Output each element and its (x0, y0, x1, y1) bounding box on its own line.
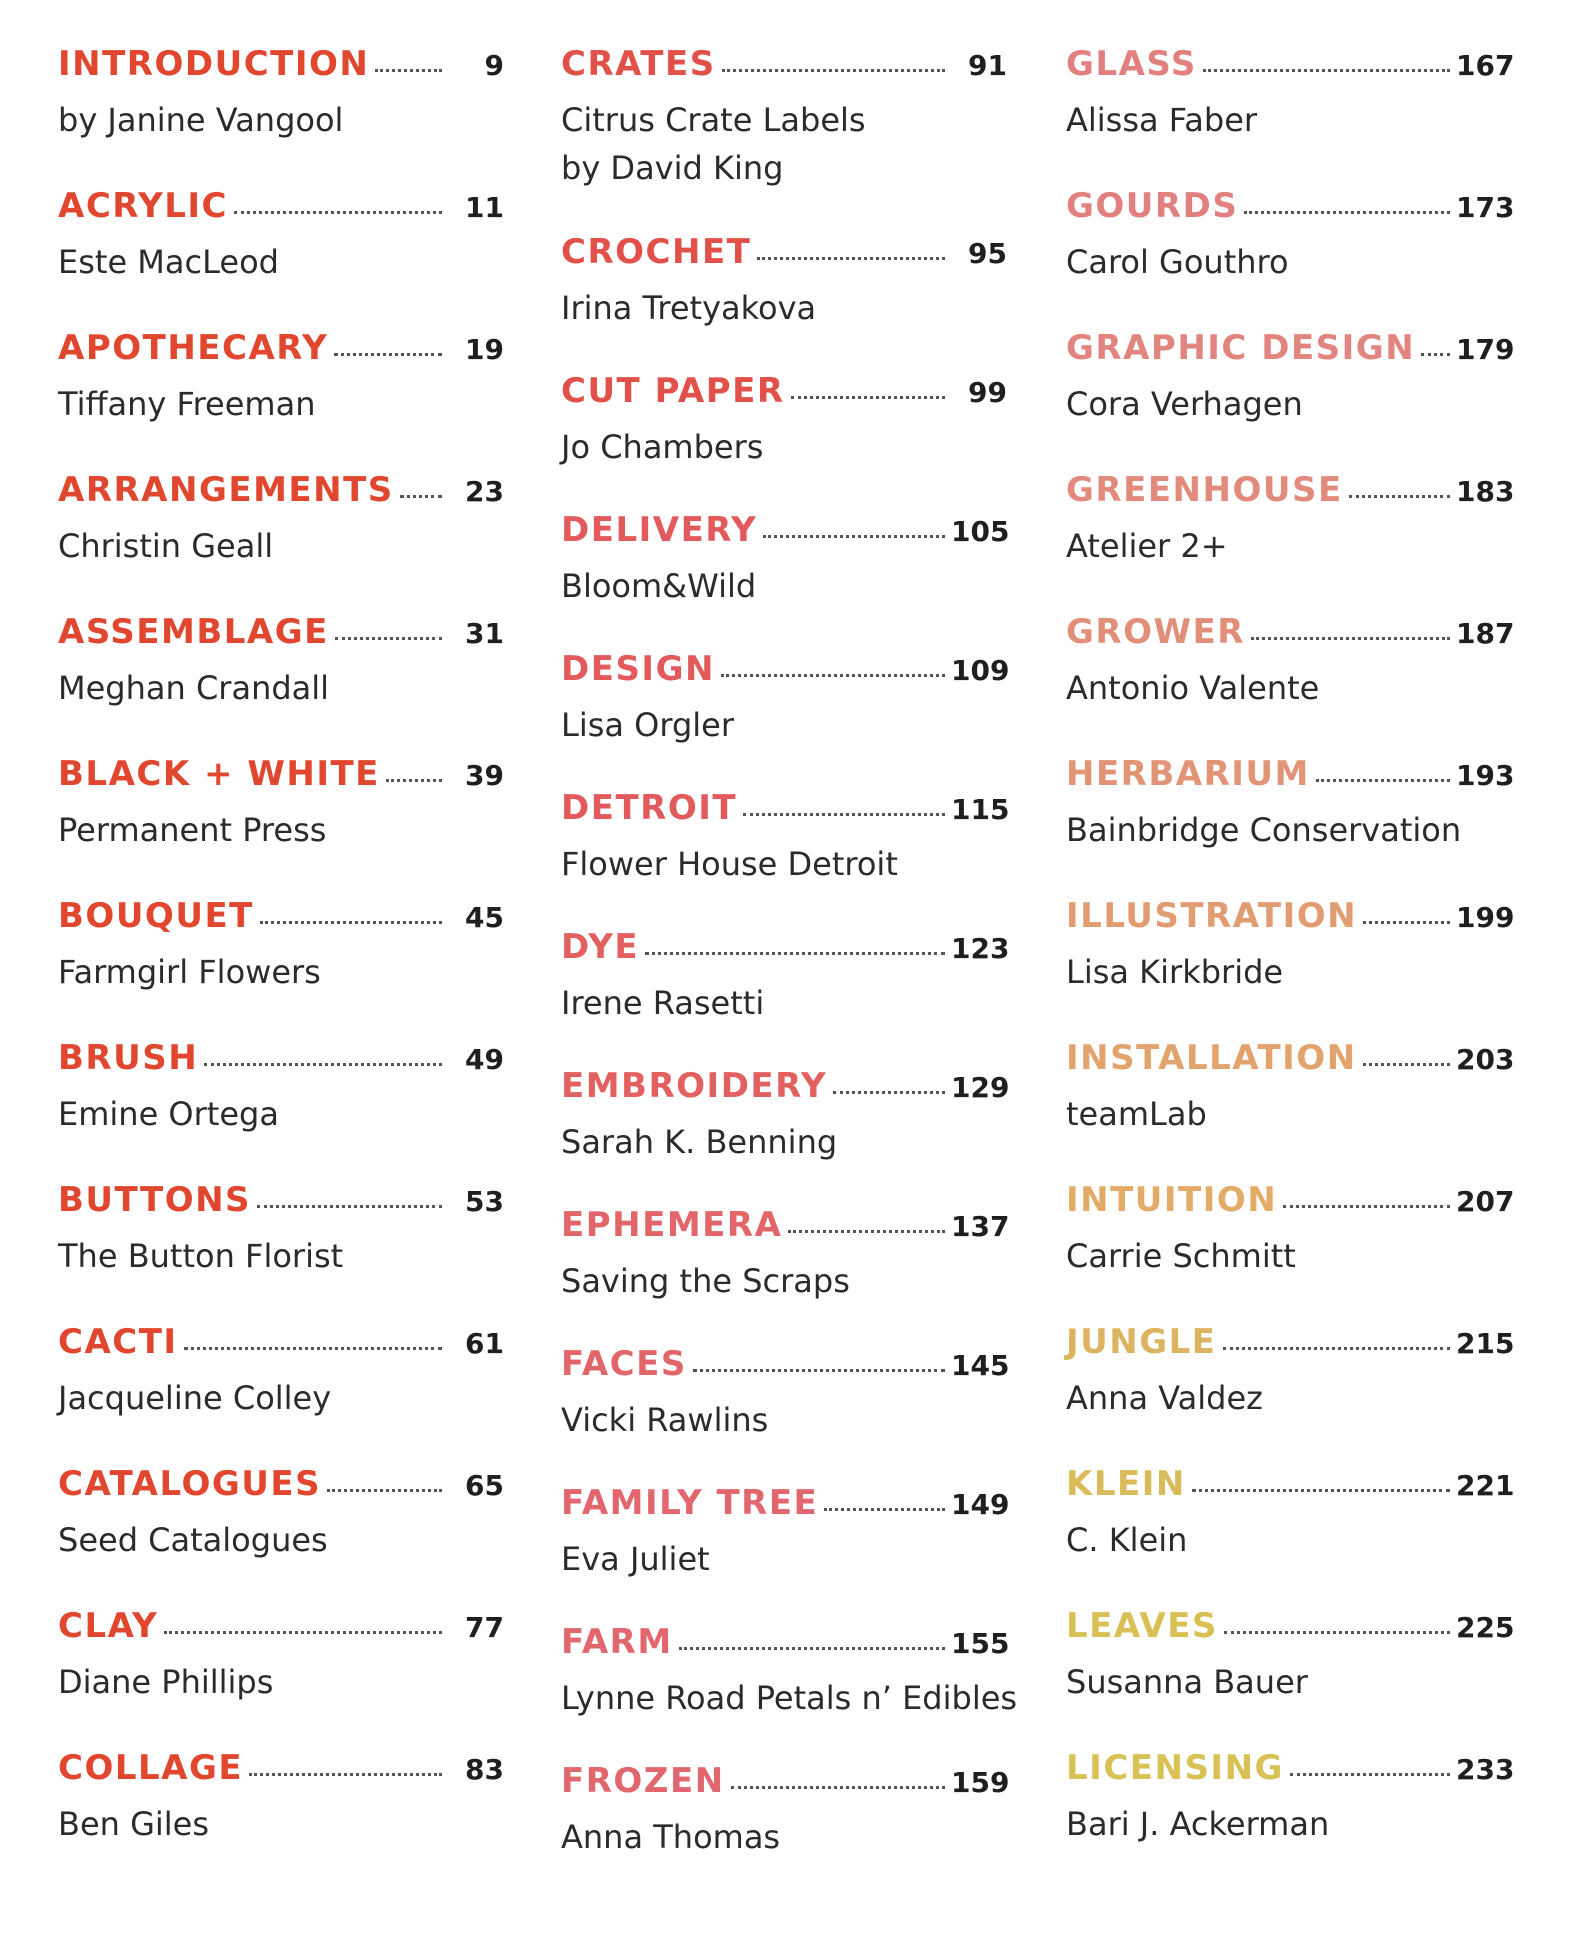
toc-entry-heading-row (1066, 328, 1515, 380)
toc-entry-page-number: 39 (465, 759, 504, 792)
toc-entry-page-number: 31 (465, 617, 504, 650)
toc-entry[interactable] (1066, 1322, 1515, 1464)
toc-entry-page-number: 193 (1456, 759, 1515, 792)
toc-column-3 (1066, 44, 1515, 1890)
dot-leader (731, 1786, 945, 1789)
dot-leader (400, 495, 442, 498)
toc-entry-subtitle: Permanent Press (58, 811, 327, 849)
toc-entry-subtitle: Citrus Crate Labels (561, 101, 866, 139)
toc-entry-title: JUNGLE (1066, 1322, 1217, 1362)
toc-entry-heading-row (58, 1606, 504, 1658)
toc-entry-subtitle: Este MacLeod (58, 243, 279, 281)
toc-entry[interactable] (58, 1748, 504, 1890)
toc-entry-title: LICENSING (1066, 1748, 1284, 1788)
toc-entry-title: EPHEMERA (561, 1205, 783, 1245)
dot-leader (1290, 1773, 1450, 1776)
toc-entry-subtitle: Anna Thomas (561, 1818, 781, 1856)
toc-entry-subtitle: Bloom&Wild (561, 567, 757, 605)
toc-entry-page-number: 123 (951, 932, 1010, 965)
dot-leader (757, 257, 945, 260)
toc-entry-page-number: 61 (465, 1327, 504, 1360)
toc-entry-page-number: 187 (1456, 617, 1515, 650)
toc-entry-page-number: 173 (1456, 191, 1515, 224)
toc-entry-heading-row (1066, 1322, 1515, 1374)
toc-entry-subtitle: Diane Phillips (58, 1663, 274, 1701)
toc-entry-heading-row (561, 788, 1010, 840)
toc-entry-subtitle: Meghan Crandall (58, 669, 330, 707)
toc-entry[interactable] (58, 896, 504, 1038)
toc-entry[interactable] (1066, 754, 1515, 896)
dot-leader (334, 353, 442, 356)
toc-entry-title: HERBARIUM (1066, 754, 1310, 794)
dot-leader (824, 1508, 945, 1511)
dot-leader (1192, 1489, 1450, 1492)
toc-entry-subtitle: Irina Tretyakova (561, 289, 817, 327)
toc-entry-page-number: 159 (951, 1766, 1010, 1799)
toc-entry-title: APOTHECARY (58, 328, 329, 368)
toc-entry-subtitle: Lisa Orgler (561, 706, 734, 744)
toc-entry[interactable] (561, 1066, 1010, 1205)
toc-entry-heading-row (1066, 754, 1515, 806)
toc-entry[interactable] (58, 328, 504, 470)
toc-entry-heading-row (1066, 1606, 1515, 1658)
toc-entry-heading-row (58, 1322, 504, 1374)
toc-entry-page-number: 95 (968, 237, 1007, 270)
toc-entry-page-number: 9 (484, 49, 504, 82)
toc-entry-heading-row (1066, 186, 1515, 238)
toc-entry-page-number: 183 (1456, 475, 1515, 508)
toc-entry-subtitle: Farmgirl Flowers (58, 953, 321, 991)
toc-entry-page-number: 221 (1456, 1469, 1515, 1502)
toc-entry-heading-row (561, 1483, 1010, 1535)
toc-entry-page-number: 149 (951, 1488, 1010, 1521)
toc-entry[interactable] (561, 232, 1007, 371)
toc-entry-subtitle: Jacqueline Colley (58, 1379, 332, 1417)
toc-entry-heading-row (561, 1066, 1010, 1118)
toc-entry-subtitle: Cora Verhagen (1066, 385, 1303, 423)
toc-entry-title: CRATES (561, 44, 716, 84)
toc-entry[interactable] (58, 1180, 504, 1322)
toc-entry-title: CLAY (58, 1606, 159, 1646)
toc-entry-heading-row (561, 1622, 1010, 1674)
toc-entry-title: INTRODUCTION (58, 44, 370, 84)
toc-entry-subtitle: Flower House Detroit (561, 845, 898, 883)
toc-entry-heading-row (58, 1038, 504, 1090)
toc-entry-title: INSTALLATION (1066, 1038, 1357, 1078)
toc-entry-subtitle: Lisa Kirkbride (1066, 953, 1284, 991)
toc-entry-page-number: 203 (1456, 1043, 1515, 1076)
dot-leader (204, 1063, 442, 1066)
toc-entry-subtitle: Vicki Rawlins (561, 1401, 769, 1439)
toc-entry-page-number: 19 (465, 333, 504, 366)
toc-entry-subtitle: Bainbridge Conservation (1066, 811, 1462, 849)
toc-entry-heading-row (561, 232, 1007, 284)
toc-entry[interactable] (1066, 612, 1515, 754)
toc-entry-title: CUT PAPER (561, 371, 785, 411)
toc-entry-title: DYE (561, 927, 640, 967)
toc-entry-title: CATALOGUES (58, 1464, 322, 1504)
toc-entry[interactable] (58, 1322, 504, 1464)
toc-entry-heading-row (561, 371, 1007, 423)
toc-column-2 (561, 44, 1018, 1900)
toc-entry[interactable] (561, 1205, 1010, 1344)
toc-entry[interactable] (1066, 1180, 1515, 1322)
toc-entry-title: ACRYLIC (58, 186, 228, 226)
toc-entry-title: GROWER (1066, 612, 1245, 652)
toc-entry-heading-row (1066, 896, 1515, 948)
toc-entry-subtitle: teamLab (1066, 1095, 1207, 1133)
toc-entry-subtitle: Carrie Schmitt (1066, 1237, 1296, 1275)
dot-leader (260, 921, 442, 924)
toc-entry-subtitle: Jo Chambers (561, 428, 764, 466)
toc-entry-subtitle: The Button Florist (58, 1237, 344, 1275)
toc-entry-title: BRUSH (58, 1038, 199, 1078)
dot-leader (1283, 1205, 1450, 1208)
toc-entry-subtitle: Christin Geall (58, 527, 274, 565)
toc-entry-subtitle: Lynne Road Petals n’ Edibles (561, 1679, 1018, 1717)
toc-entry-title: DELIVERY (561, 510, 758, 550)
toc-entry[interactable] (58, 1606, 504, 1748)
toc-column-1 (58, 44, 504, 1890)
toc-entry-title: LEAVES (1066, 1606, 1218, 1646)
toc-entry-page-number: 53 (465, 1185, 504, 1218)
toc-entry-title: KLEIN (1066, 1464, 1186, 1504)
toc-entry-subtitle: by David King (561, 149, 784, 187)
toc-entry-title: FROZEN (561, 1761, 725, 1801)
toc-entry-heading-row (1066, 470, 1515, 522)
toc-entry[interactable] (561, 649, 1010, 788)
toc-entry-title: GRAPHIC DESIGN (1066, 328, 1416, 368)
toc-entry-subtitle: Alissa Faber (1066, 101, 1258, 139)
toc-entry-heading-row (561, 1344, 1010, 1396)
dot-leader (327, 1489, 442, 1492)
toc-entry[interactable] (561, 1344, 1010, 1483)
toc-entry-heading-row (561, 1761, 1010, 1813)
dot-leader (788, 1230, 945, 1233)
toc-entry[interactable] (1066, 896, 1515, 1038)
toc-entry-heading-row (58, 1464, 504, 1516)
toc-entry-title: ILLUSTRATION (1066, 896, 1358, 936)
dot-leader (184, 1347, 442, 1350)
toc-entry-title: INTUITION (1066, 1180, 1278, 1220)
toc-entry-title: GLASS (1066, 44, 1197, 84)
toc-entry-subtitle: Carol Gouthro (1066, 243, 1289, 281)
toc-entry-page-number: 45 (465, 901, 504, 934)
toc-entry-heading-row (58, 754, 504, 806)
toc-entry-heading-row (1066, 1038, 1515, 1090)
toc-entry-page-number: 233 (1456, 1753, 1515, 1786)
toc-entry-title: BLACK + WHITE (58, 754, 380, 794)
dot-leader (645, 952, 945, 955)
toc-entry-subtitle: Tiffany Freeman (58, 385, 316, 423)
toc-entry-page-number: 65 (465, 1469, 504, 1502)
toc-entry-page-number: 105 (951, 515, 1010, 548)
toc-entry-page-number: 137 (951, 1210, 1010, 1243)
toc-entry-title: CROCHET (561, 232, 752, 272)
dot-leader (1244, 211, 1450, 214)
toc-entry-heading-row (1066, 1748, 1515, 1800)
toc-entry[interactable] (561, 1622, 1018, 1761)
toc-entry-heading-row (1066, 1464, 1515, 1516)
toc-entry-page-number: 215 (1456, 1327, 1515, 1360)
dot-leader (386, 779, 442, 782)
dot-leader (234, 211, 442, 214)
dot-leader (375, 69, 442, 72)
toc-entry[interactable] (1066, 328, 1515, 470)
toc-entry-heading-row (58, 186, 504, 238)
dot-leader (1363, 1063, 1450, 1066)
toc-entry-subtitle: Antonio Valente (1066, 669, 1320, 707)
dot-leader (791, 396, 945, 399)
toc-entry[interactable] (58, 44, 504, 186)
toc-entry-page-number: 129 (951, 1071, 1010, 1104)
dot-leader (1223, 1347, 1450, 1350)
dot-leader (833, 1091, 945, 1094)
toc-entry-page-number: 49 (465, 1043, 504, 1076)
toc-entry-title: FACES (561, 1344, 687, 1384)
toc-entry-heading-row (58, 470, 504, 522)
dot-leader (1421, 353, 1450, 356)
toc-entry-title: FAMILY TREE (561, 1483, 819, 1523)
toc-entry-subtitle: Atelier 2+ (1066, 527, 1228, 565)
toc-entry[interactable] (1066, 1464, 1515, 1606)
toc-entry[interactable] (561, 1761, 1010, 1900)
toc-entry-page-number: 109 (951, 654, 1010, 687)
toc-entry-title: CACTI (58, 1322, 178, 1362)
toc-entry-page-number: 11 (465, 191, 504, 224)
toc-entry[interactable] (561, 788, 1010, 927)
dot-leader (1349, 495, 1450, 498)
toc-entry[interactable] (58, 470, 504, 612)
dot-leader (721, 674, 945, 677)
toc-entry-subtitle: Ben Giles (58, 1805, 210, 1843)
toc-entry[interactable] (58, 1038, 504, 1180)
toc-entry-heading-row (561, 510, 1010, 562)
toc-entry-page-number: 91 (968, 49, 1007, 82)
dot-leader (1251, 637, 1450, 640)
toc-entry-page-number: 83 (465, 1753, 504, 1786)
toc-entry-subtitle: Sarah K. Benning (561, 1123, 838, 1161)
toc-entry-page-number: 225 (1456, 1611, 1515, 1644)
toc-entry-title: DESIGN (561, 649, 715, 689)
toc-entry-title: ASSEMBLAGE (58, 612, 329, 652)
toc-entry-title: EMBROIDERY (561, 1066, 828, 1106)
toc-entry-heading-row (561, 649, 1010, 701)
toc-entry[interactable] (561, 371, 1007, 510)
toc-entry-title: BOUQUET (58, 896, 254, 936)
toc-entry-heading-row (1066, 612, 1515, 664)
dot-leader (763, 535, 945, 538)
toc-entry[interactable] (1066, 186, 1515, 328)
toc-entry[interactable] (1066, 1606, 1515, 1748)
toc-entry-subtitle: Irene Rasetti (561, 984, 765, 1022)
toc-entry-heading-row (58, 44, 504, 96)
toc-entry-title: BUTTONS (58, 1180, 252, 1220)
toc-entry[interactable] (561, 1483, 1010, 1622)
toc-entry[interactable] (58, 612, 504, 754)
toc-entry[interactable] (561, 510, 1010, 649)
dot-leader (1363, 921, 1450, 924)
toc-entry[interactable] (58, 1464, 504, 1606)
toc-entry-subtitle: C. Klein (1066, 1521, 1188, 1559)
toc-entry[interactable] (1066, 1038, 1515, 1180)
toc-entry-heading-row (1066, 1180, 1515, 1232)
dot-leader (1224, 1631, 1450, 1634)
toc-entry-title: GREENHOUSE (1066, 470, 1343, 510)
toc-entry-heading-row (58, 328, 504, 380)
dot-leader (249, 1773, 442, 1776)
toc-entry-page-number: 179 (1456, 333, 1515, 366)
toc-entry-subtitle: Eva Juliet (561, 1540, 710, 1578)
dot-leader (693, 1369, 945, 1372)
toc-entry[interactable] (1066, 1748, 1515, 1890)
toc-entry-page-number: 145 (951, 1349, 1010, 1382)
toc-entry[interactable] (561, 44, 1007, 232)
dot-leader (1203, 69, 1450, 72)
dot-leader (743, 813, 945, 816)
dot-leader (257, 1205, 442, 1208)
toc-entry-page-number: 199 (1456, 901, 1515, 934)
toc-entry-title: ARRANGEMENTS (58, 470, 394, 510)
toc-entry-heading-row (1066, 44, 1515, 96)
toc-entry-page-number: 115 (951, 793, 1010, 826)
dot-leader (722, 69, 945, 72)
toc-entry-page-number: 99 (968, 376, 1007, 409)
toc-entry-heading-row (561, 927, 1010, 979)
toc-entry-subtitle: Emine Ortega (58, 1095, 279, 1133)
toc-entry-subtitle: Seed Catalogues (58, 1521, 328, 1559)
dot-leader (1316, 779, 1450, 782)
toc-entry-title: FARM (561, 1622, 673, 1662)
toc-entry[interactable] (1066, 44, 1515, 186)
dot-leader (164, 1631, 442, 1634)
toc-entry-title: GOURDS (1066, 186, 1239, 226)
toc-entry[interactable] (58, 754, 504, 896)
toc-entry-heading-row (561, 1205, 1010, 1257)
toc-entry-title: COLLAGE (58, 1748, 244, 1788)
toc-entry-page-number: 167 (1456, 49, 1515, 82)
toc-entry-subtitle: by Janine Vangool (58, 101, 344, 139)
toc-entry-heading-row (58, 612, 504, 664)
toc-entry[interactable] (1066, 470, 1515, 612)
toc-entry-subtitle: Susanna Bauer (1066, 1663, 1308, 1701)
toc-entry-heading-row (58, 896, 504, 948)
toc-entry[interactable] (561, 927, 1010, 1066)
toc-entry-title: DETROIT (561, 788, 738, 828)
dot-leader (679, 1647, 945, 1650)
toc-entry-heading-row (58, 1180, 504, 1232)
toc-entry-page-number: 77 (465, 1611, 504, 1644)
toc-entry-heading-row (58, 1748, 504, 1800)
toc-entry-subtitle: Saving the Scraps (561, 1262, 850, 1300)
toc-entry-page-number: 155 (951, 1627, 1010, 1660)
toc-entry-page-number: 207 (1456, 1185, 1515, 1218)
dot-leader (335, 637, 442, 640)
toc-entry[interactable] (58, 186, 504, 328)
toc-entry-subtitle: Bari J. Ackerman (1066, 1805, 1330, 1843)
toc-entry-heading-row (561, 44, 1007, 96)
toc-entry-page-number: 23 (465, 475, 504, 508)
toc-entry-subtitle: Anna Valdez (1066, 1379, 1263, 1417)
